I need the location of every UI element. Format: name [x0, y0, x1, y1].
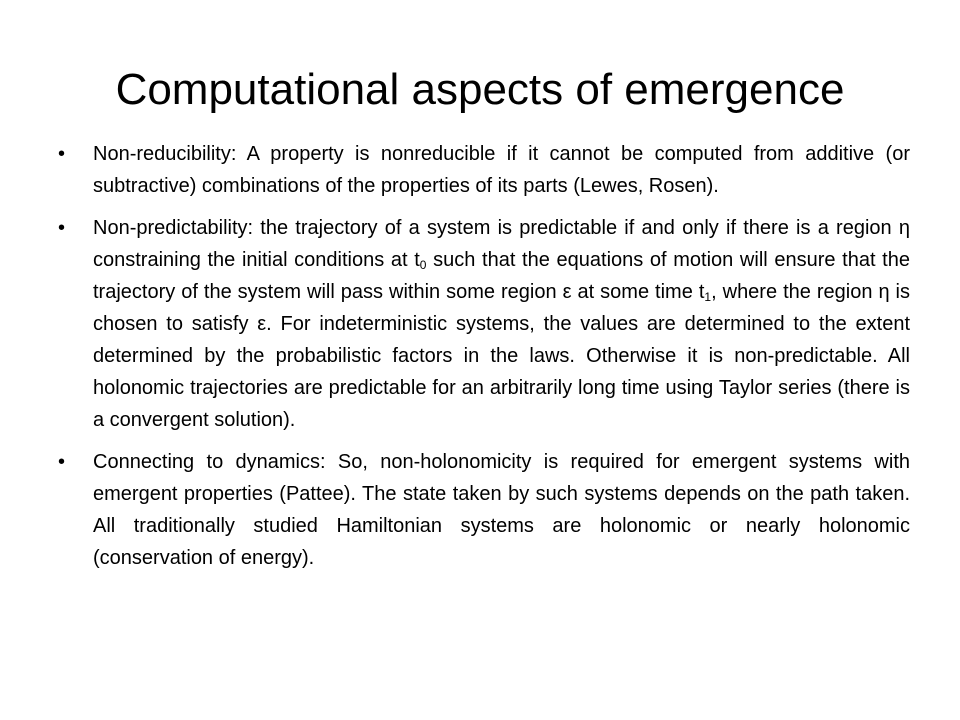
- bullet-non-predictability: [58, 212, 910, 436]
- bullet-dot-icon: •: [58, 217, 66, 239]
- bullet-dot-icon: •: [58, 451, 66, 473]
- bullet-text-part-3: , where the region η is chosen to satisfy ε. For indeterministic systems, the values are determined to the extent determined by the probabilistic factors in the laws. Otherwise it is non-predictable. All holonomic trajectories are predictable for an arbitrarily long time using Taylor series (there is a convergent solution).: [93, 281, 910, 431]
- bullet-dot-icon: •: [58, 143, 66, 165]
- subscript-t0: 0: [419, 258, 427, 272]
- bullet-connecting-to-dynamics: [58, 446, 910, 574]
- subscript-t1: 1: [704, 290, 712, 304]
- bullet-text: Connecting to dynamics: So, non-holonomicity is required for emergent systems with emergent properties (Pattee). The state taken by such systems depends on the path taken. All traditionally studied Hamiltonian systems are holonomic or nearly holonomic (conservation of energy).: [93, 451, 910, 569]
- bullet-text-part-1: Non-predictability: the trajectory of a system is predictable if and only if there is a region η constraining the initial conditions at t: [93, 217, 910, 271]
- slide-title: Computational aspects of emergence: [115, 65, 845, 114]
- bullet-text: Non-reducibility: A property is nonreducible if it cannot be computed from additive (or subtractive) combinations of the properties of its parts (Lewes, Rosen).: [93, 143, 910, 197]
- bullet-list: [58, 138, 910, 584]
- bullet-non-reducibility: [58, 138, 910, 202]
- bullet-text-part-2: such that the equations of motion will ensure that the trajectory of the system will pass within some region ε at some time t: [93, 249, 910, 303]
